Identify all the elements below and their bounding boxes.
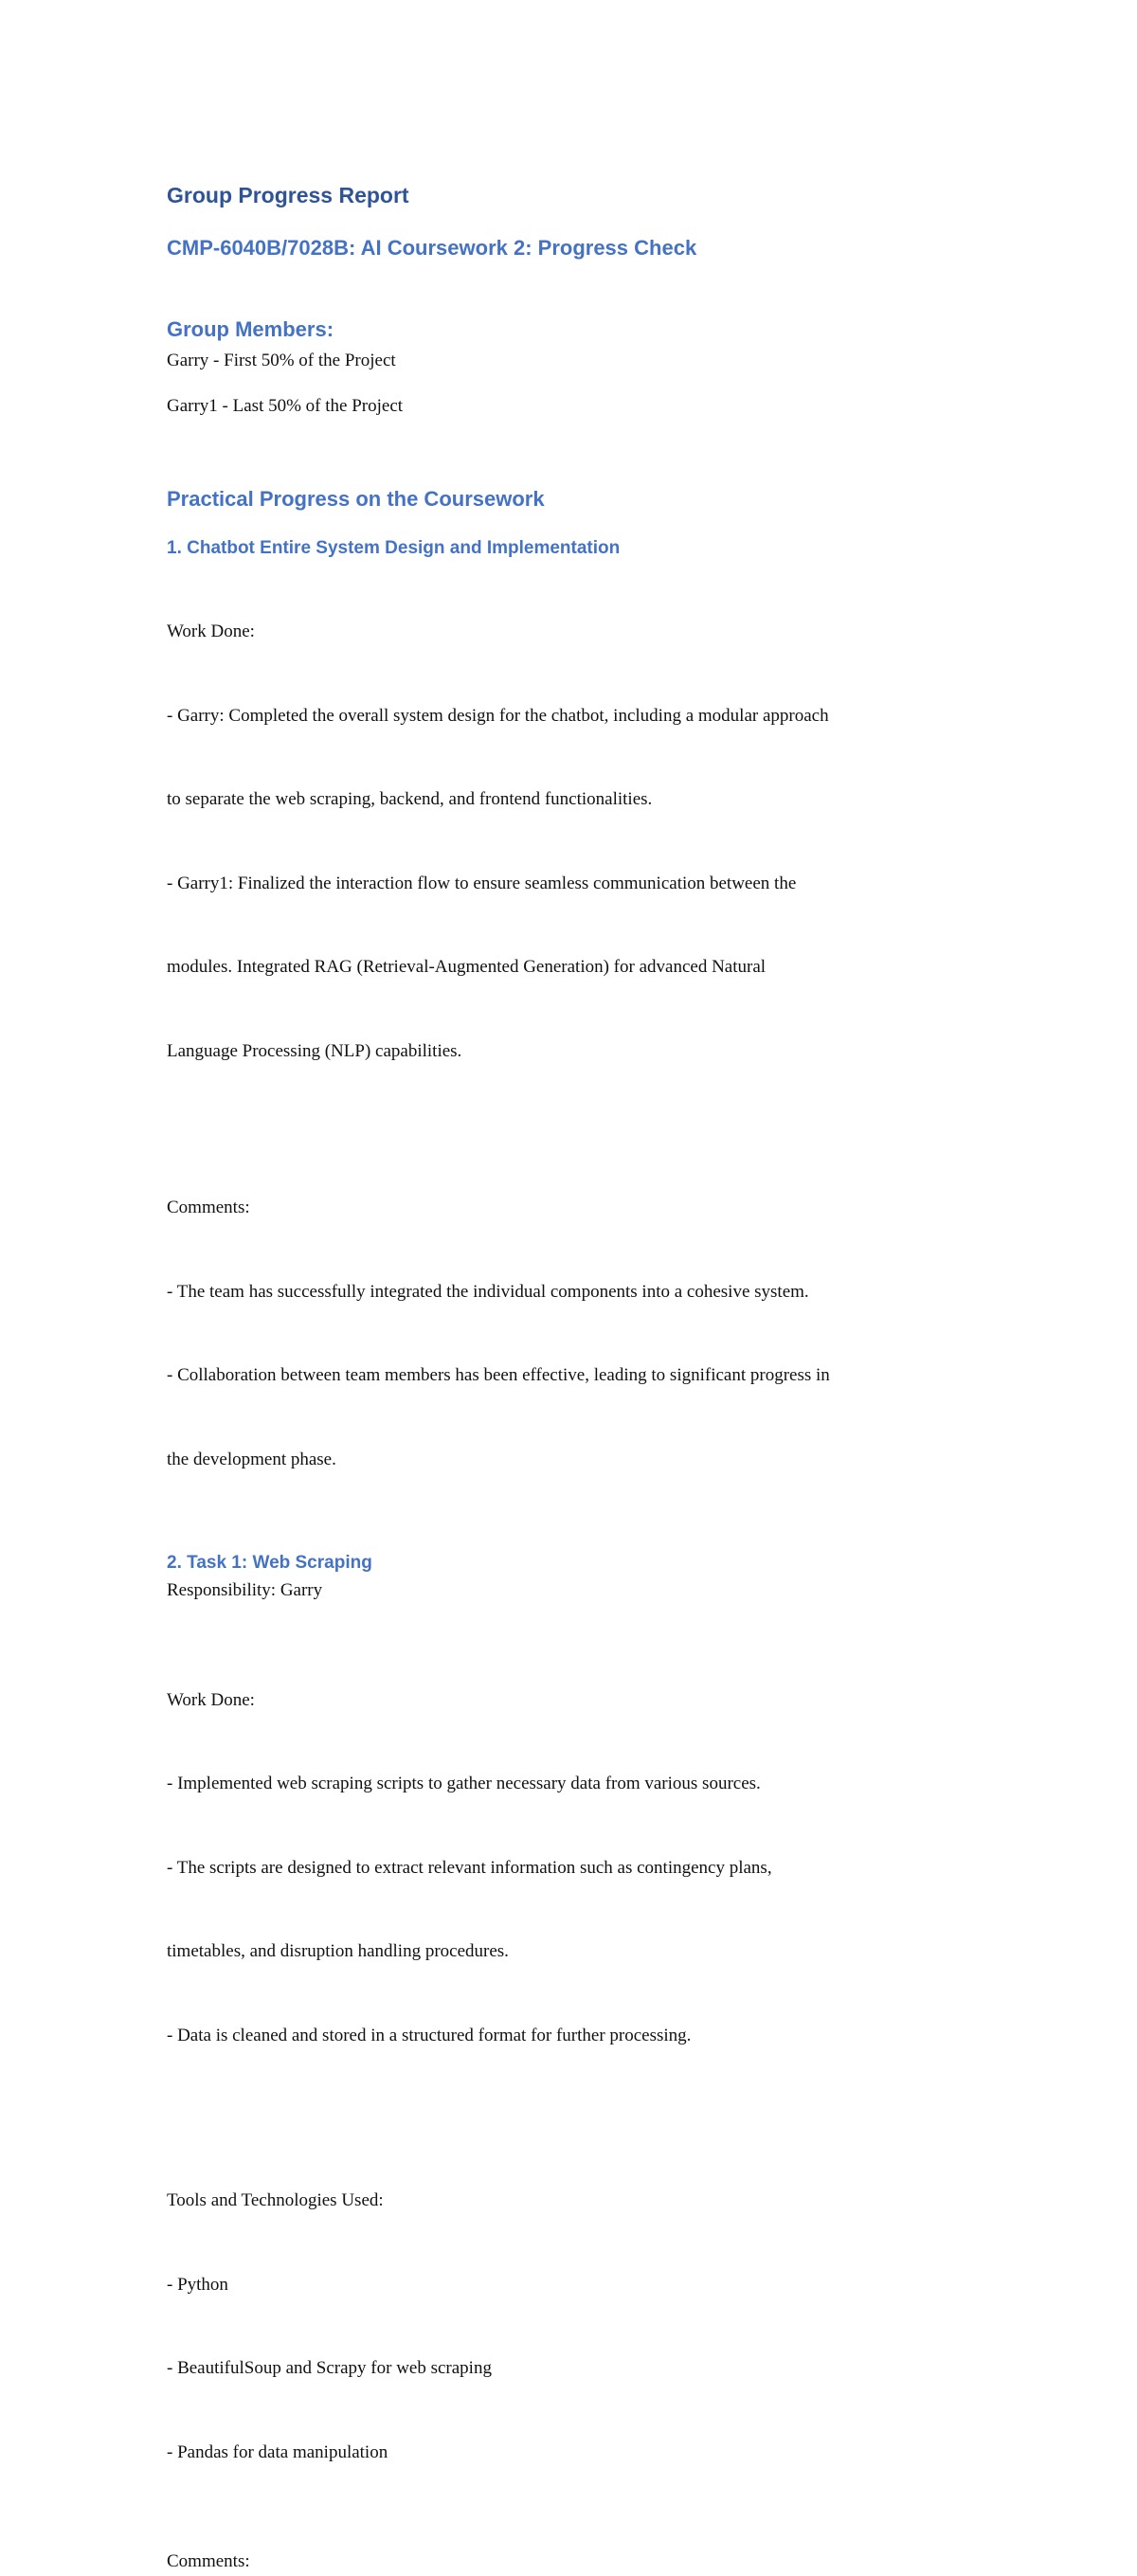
tool-line: - Pandas for data manipulation bbox=[167, 2441, 388, 2462]
work-label: Work Done: bbox=[167, 1689, 255, 1710]
document-title: Group Progress Report bbox=[167, 183, 409, 207]
work-label: Work Done: bbox=[167, 621, 255, 641]
tool-line: - BeautifulSoup and Scrapy for web scraping bbox=[167, 2358, 492, 2378]
section-1-comments bbox=[167, 1138, 982, 1529]
members-heading: Group Members: bbox=[167, 317, 334, 341]
member-item: Garry - First 50% of the Project bbox=[167, 351, 396, 370]
work-line: - The scripts are designed to extract relevant information such as contingency plans, bbox=[167, 1857, 772, 1878]
section-1-heading: 1. Chatbot Entire System Design and Implementation bbox=[167, 538, 621, 558]
work-line: - Garry1: Finalized the interaction flow to ensure seamless communication between the bbox=[167, 873, 797, 893]
section-1-work bbox=[167, 562, 982, 1121]
document-body bbox=[167, 180, 982, 2576]
section-2-tools bbox=[167, 2131, 982, 2522]
work-line: - Implemented web scraping scripts to gather necessary data from various sources. bbox=[167, 1774, 761, 1793]
document-subtitle: CMP-6040B/7028B: AI Coursework 2: Progress Check bbox=[167, 236, 697, 260]
work-line: - Garry: Completed the overall system design for the chatbot, including a modular approach bbox=[167, 705, 829, 726]
comment-line: - The team has successfully integrated the individual components into a cohesive system. bbox=[167, 1281, 809, 1302]
work-line: to separate the web scraping, backend, and frontend functionalities. bbox=[167, 789, 653, 809]
work-line: - Data is cleaned and stored in a structured format for further processing. bbox=[167, 2025, 692, 2045]
work-line: Language Processing (NLP) capabilities. bbox=[167, 1040, 462, 1061]
comment-line: the development phase. bbox=[167, 1449, 336, 1469]
tool-line: - Python bbox=[167, 2274, 228, 2295]
member-item: Garry1 - Last 50% of the Project bbox=[167, 395, 404, 416]
work-line: modules. Integrated RAG (Retrieval-Augmented Generation) for advanced Natural bbox=[167, 957, 767, 977]
tools-label: Tools and Technologies Used: bbox=[167, 2190, 384, 2210]
section-2-heading: 2. Task 1: Web Scraping bbox=[167, 1553, 372, 1573]
responsibility-text: Responsibility: Garry bbox=[167, 1580, 323, 1600]
comments-label: Comments: bbox=[167, 1198, 250, 1217]
section-2-comments-label: Comments: bbox=[167, 2551, 250, 2571]
work-line: timetables, and disruption handling procedures. bbox=[167, 1941, 509, 1961]
section-2-work bbox=[167, 1630, 982, 2106]
practical-heading: Practical Progress on the Coursework bbox=[167, 487, 545, 511]
comment-line: - Collaboration between team members has been effective, leading to significant progress in bbox=[167, 1365, 830, 1385]
